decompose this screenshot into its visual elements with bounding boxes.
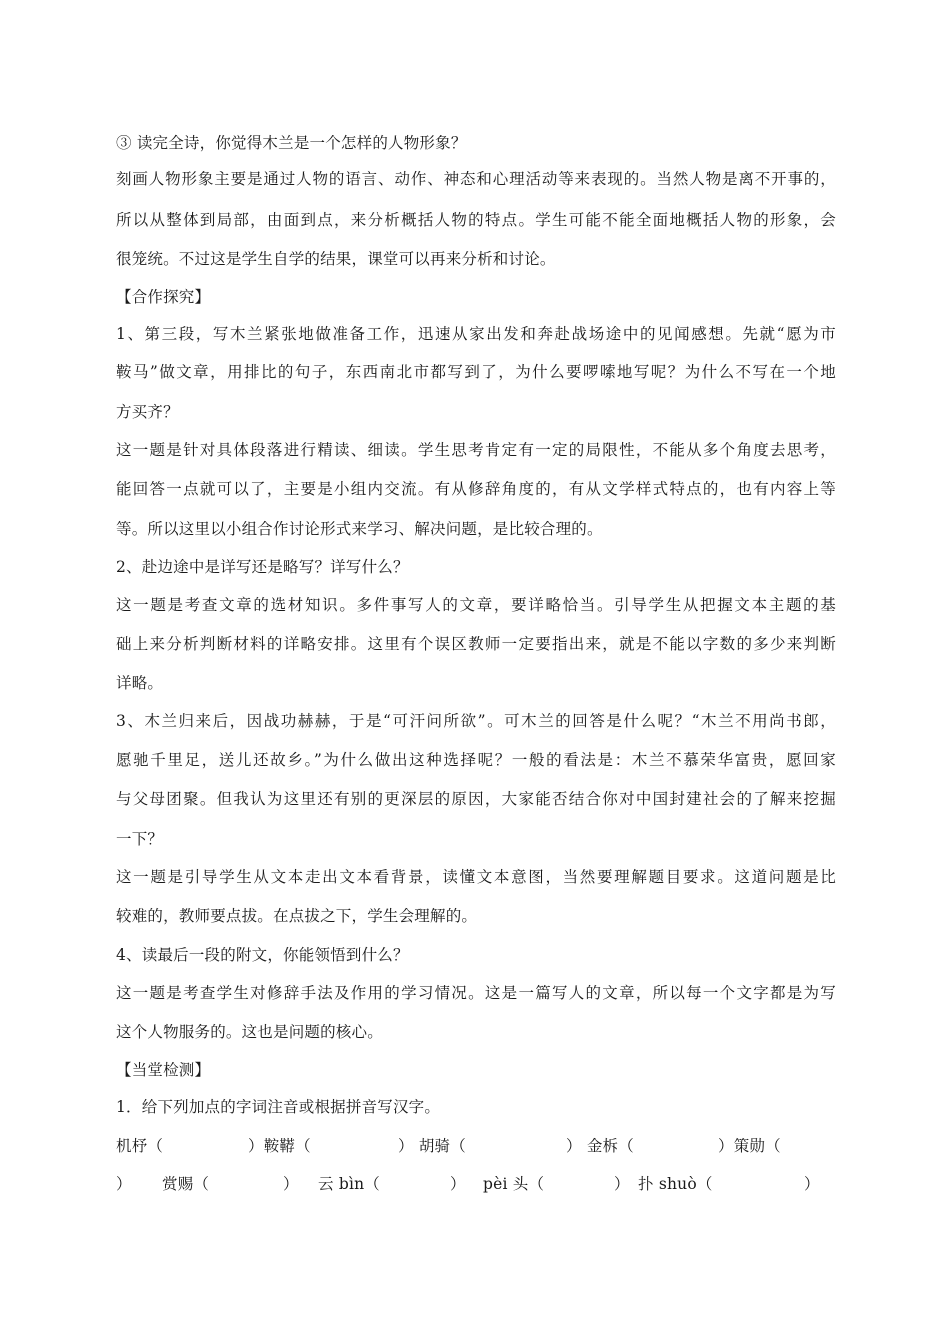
q3-answer-line-2: 所以从整体到局部，由面到点，来分析概括人物的特点。学生可能不能全面地概括人物的形象，会: [116, 211, 836, 229]
item3-answer-line-2: 较难的，教师要点拔。在点拔之下，学生会理解的。: [116, 907, 478, 925]
item3-question-line-2: 愿驰千里足，送儿还故乡。”为什么做出这种选择呢？一般的看法是：木兰不慕荣华富贵，愿回家: [116, 751, 836, 769]
item4-question: 4、读最后一段的附文，你能领悟到什么？: [116, 946, 409, 964]
item4-answer-line-2: 这个人物服务的。这也是问题的核心。: [116, 1023, 383, 1041]
term-huji: ） 胡骑（: [398, 1137, 466, 1155]
test-instruction: 1．给下列加点的字词注音或根据拼音写汉字。: [116, 1098, 441, 1116]
term-yunbin: 云 bìn（: [318, 1175, 380, 1193]
item2-answer-line-3: 详略。: [116, 674, 164, 692]
item3-question-line-3: 与父母团聚。但我认为这里还有别的更深层的原因，大家能否结合你对中国封建社会的了解来挖掘: [116, 790, 836, 808]
item3-answer-line-1: 这一题是引导学生从文本走出文本看背景，读懂文本意图，当然要理解题目要求。这道问题是比: [116, 868, 836, 886]
section-heading-test: 【当堂检测】: [116, 1061, 211, 1079]
term-jizhu: 机杼（: [116, 1137, 164, 1155]
term-shangci-close: ）: [283, 1175, 299, 1193]
item1-question-line-3: 方买齐？: [116, 403, 179, 421]
item3-question-line-4: 一下？: [116, 830, 164, 848]
item1-answer-line-3: 等。所以这里以小组合作讨论形式来学习、解决问题，是比较合理的。: [116, 520, 603, 538]
term-yunbin-close: ）: [450, 1175, 466, 1193]
q3-question: ③ 读完全诗，你觉得木兰是一个怎样的人物形象？: [116, 134, 467, 152]
term-pushuo-close: ）: [804, 1175, 820, 1193]
item1-answer-line-1: 这一题是针对具体段落进行精读、细读。学生思考肯定有一定的局限性，不能从多个角度去思考，: [116, 441, 836, 459]
item2-answer-line-1: 这一题是考查文章的选材知识。多件事写人的文章，要详略恰当。引导学生从把握文本主题的基: [116, 596, 836, 614]
term-cexun: ）策勋（: [718, 1137, 781, 1155]
term-anjian: ）鞍鞯（: [248, 1137, 311, 1155]
item4-answer-line-1: 这一题是考查学生对修辞手法及作用的学习情况。这是一篇写人的文章，所以每一个文字都是为写: [116, 984, 836, 1002]
item2-answer-line-2: 础上来分析判断材料的详略安排。这里有个误区教师一定要指出来，就是不能以字数的多少来判断: [116, 635, 836, 653]
item3-question-line-1: 3、木兰归来后，因战功赫赫，于是“可汗问所欲”。可木兰的回答是什么呢？“木兰不用尚书郎，: [116, 712, 836, 730]
q3-answer-line-3: 很笼统。不过这是学生自学的结果，课堂可以再来分析和讨论。: [116, 250, 556, 268]
section-heading-cooperative: 【合作探究】: [116, 288, 211, 306]
term-pushuo: 扑 shuò（: [638, 1175, 713, 1193]
term-jintuo: ） 金柝（: [566, 1137, 634, 1155]
item2-question: 2、赴边途中是详写还是略写？详写什么？: [116, 558, 409, 576]
item1-question-line-1: 1、第三段，写木兰紧张地做准备工作，迅速从家出发和奔赴战场途中的见闻感想。先就“愿为市: [116, 325, 836, 343]
item1-question-line-2: 鞍马”做文章，用排比的句子，东西南北市都写到了，为什么要啰嗦地写呢？为什么不写在一个地: [116, 363, 836, 381]
term-peitou-close: ）: [614, 1175, 630, 1193]
q3-answer-line-1: 刻画人物形象主要是通过人物的语言、动作、神态和心理活动等来表现的。当然人物是离不开事的，: [116, 170, 836, 188]
term-cexun-close: ）: [116, 1175, 132, 1193]
term-peitou: pèi 头（: [483, 1175, 545, 1193]
term-shangci: 赏赐（: [162, 1175, 210, 1193]
item1-answer-line-2: 能回答一点就可以了，主要是小组内交流。有从修辞角度的，有从文学样式特点的，也有内容上等: [116, 480, 836, 498]
